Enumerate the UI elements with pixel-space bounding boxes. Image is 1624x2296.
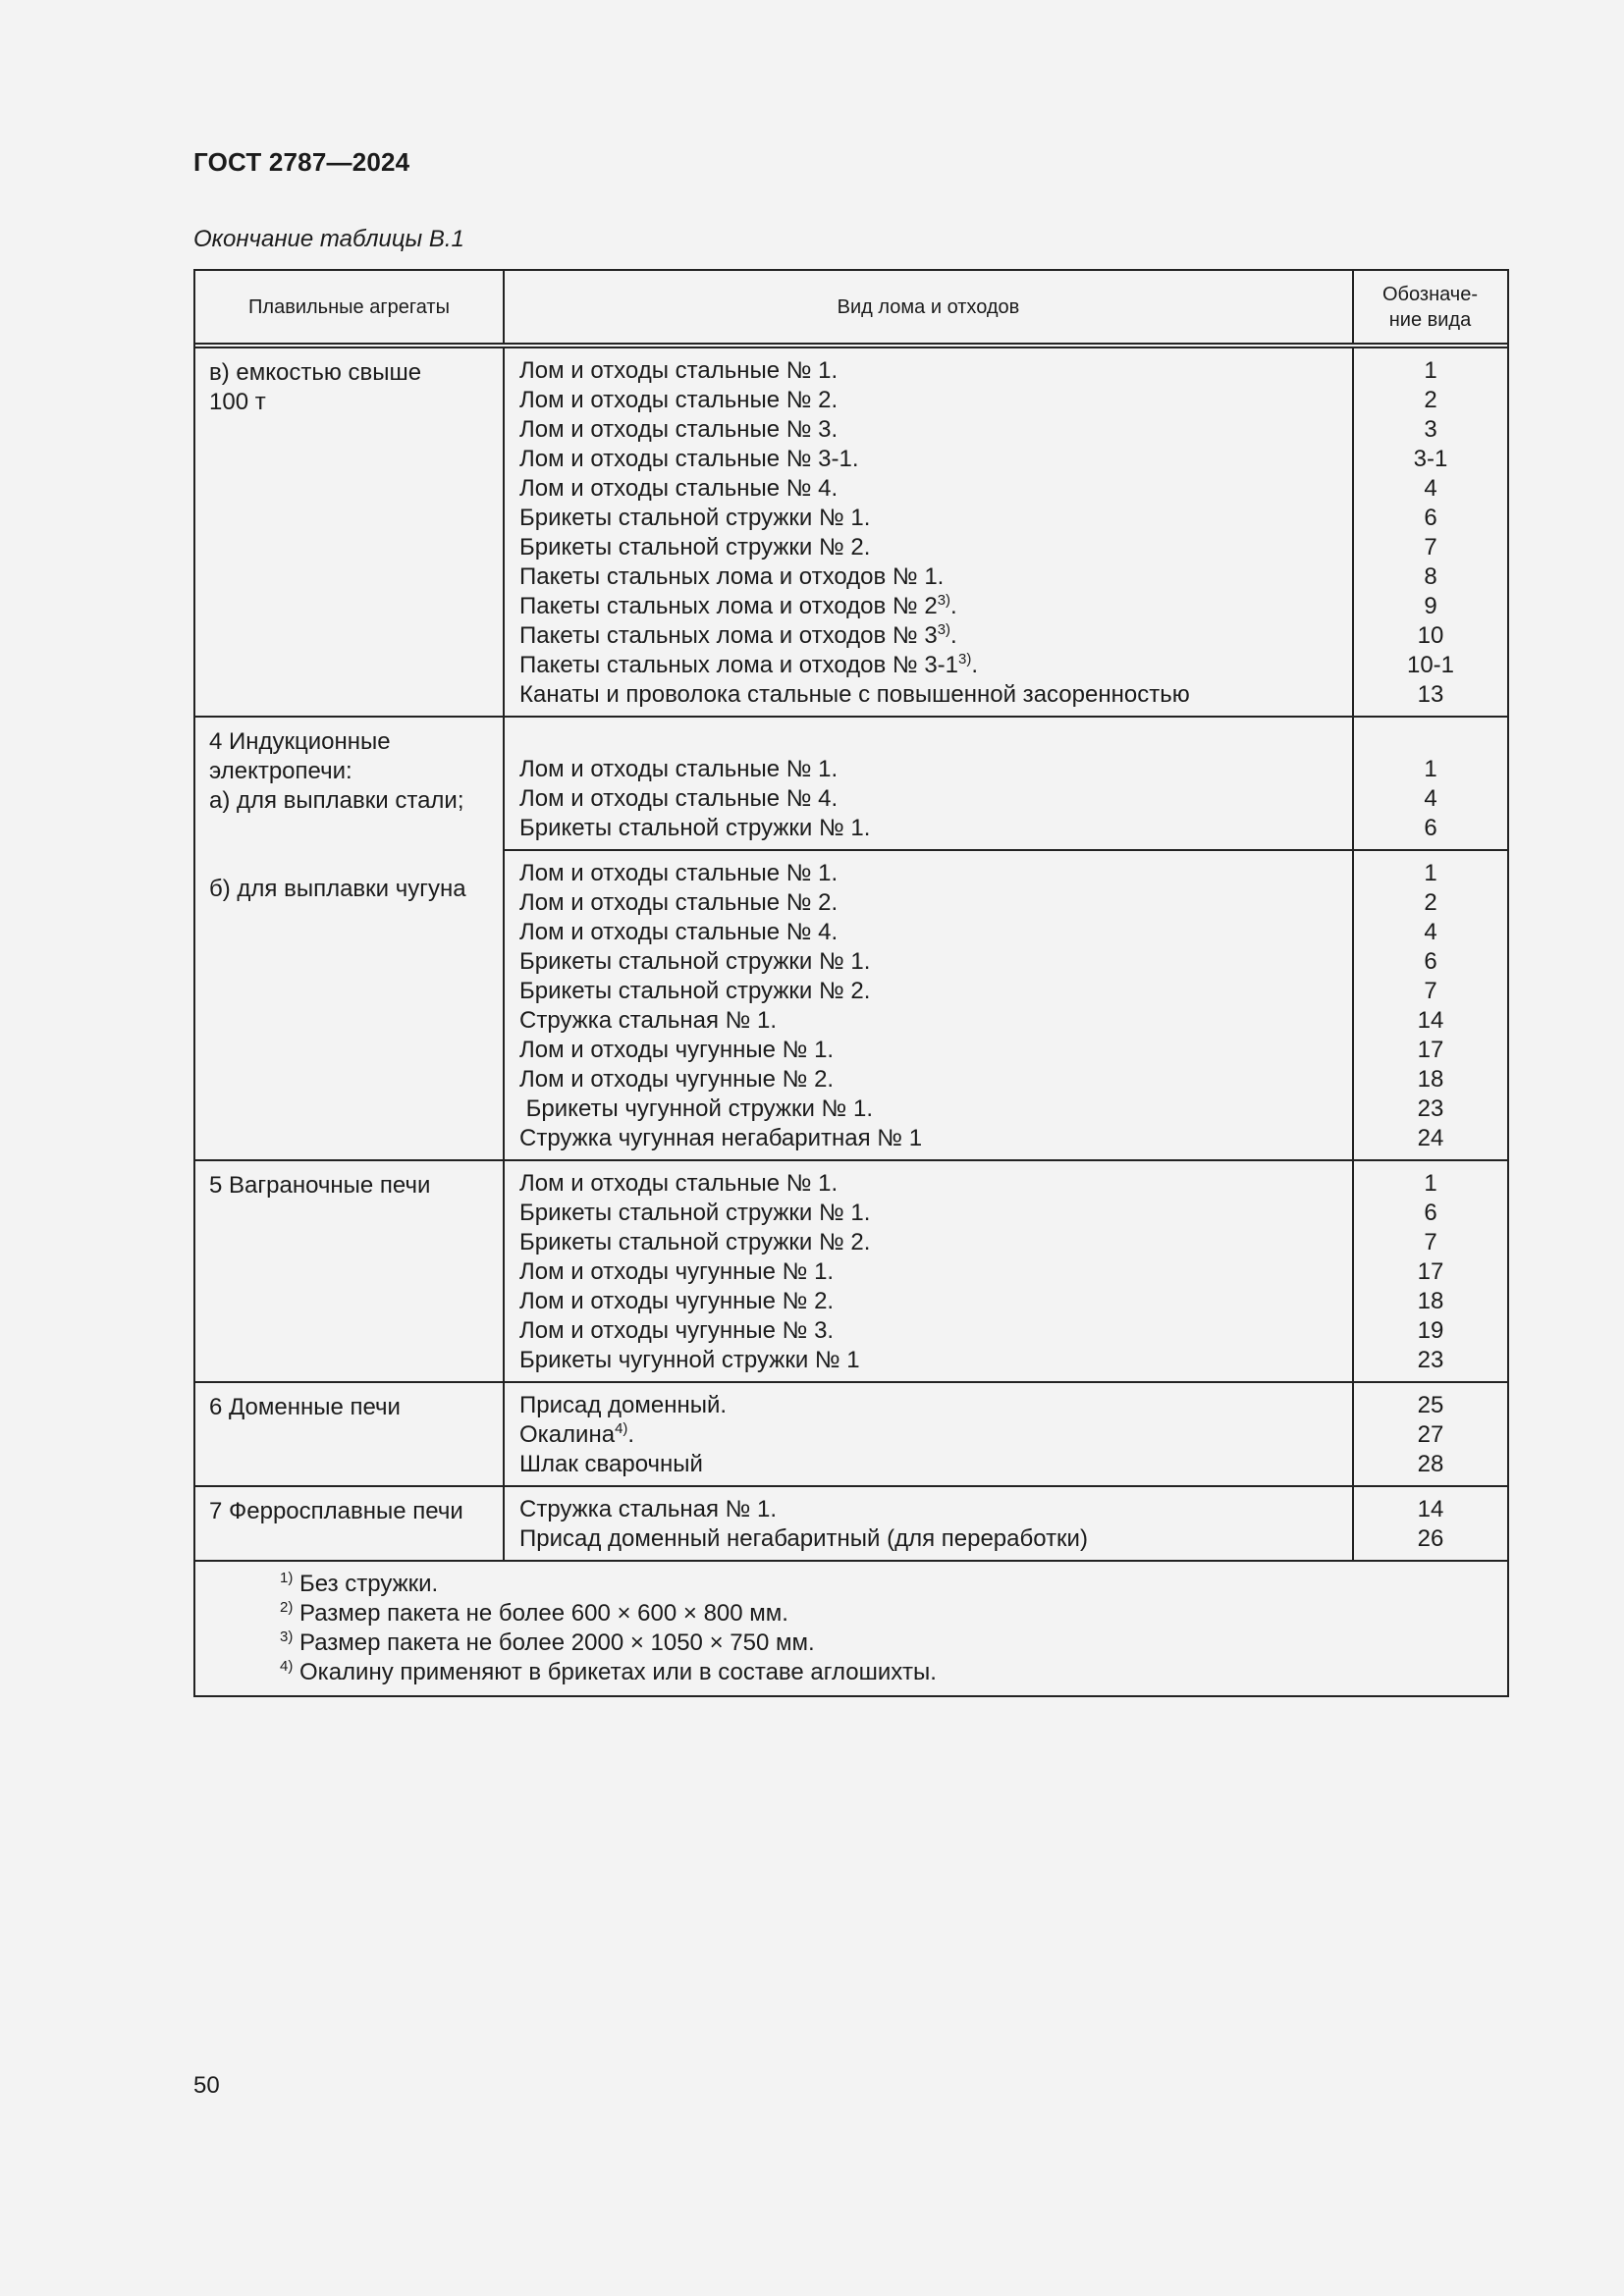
footnote-text: Размер пакета не более 600 × 600 × 800 мм. — [293, 1600, 788, 1627]
scrap-type-label: Лом и отходы стальные № 1. — [519, 756, 839, 782]
melting-unit-cell — [195, 1383, 505, 1485]
scrap-type-label: Лом и отходы стальные № 4. — [519, 785, 839, 812]
scrap-subgroup — [505, 348, 1507, 716]
melting-unit-line: 5 Ваграночные печи — [209, 1172, 431, 1199]
scrap-type-text — [519, 1420, 1337, 1450]
melting-unit-line: а) для выплавки стали; — [209, 787, 464, 814]
type-code-cell — [1354, 1487, 1507, 1560]
scrap-type-label: Брикеты стальной стружки № 1. — [519, 505, 871, 531]
scrap-type-text — [519, 415, 1337, 445]
type-code: 2 — [1424, 889, 1437, 916]
scrap-type-label: Стружка стальная № 1. — [519, 1496, 778, 1522]
scrap-type-text — [519, 1450, 1337, 1479]
scrap-type-tail: . — [627, 1421, 635, 1448]
footnote-ref: 3) — [937, 621, 951, 638]
scrap-type-cell — [505, 1161, 1354, 1381]
scrap-type-label: Лом и отходы стальные № 1. — [519, 1170, 839, 1197]
table-caption: Окончание таблицы В.1 — [193, 226, 464, 252]
scrap-type-text — [519, 1228, 1337, 1257]
melting-unit-line: 7 Ферросплавные печи — [209, 1498, 463, 1524]
scrap-type-label: Пакеты стальных лома и отходов № 2 — [519, 593, 938, 619]
scrap-type-label: Лом и отходы чугунные № 1. — [519, 1037, 835, 1063]
scrap-type-text — [519, 977, 1337, 1006]
type-code: 4 — [1424, 475, 1437, 502]
scrap-type-text — [519, 1391, 1337, 1420]
type-code: 6 — [1424, 1200, 1437, 1226]
scrap-type-label: Брикеты стальной стружки № 1. — [519, 1200, 871, 1226]
scrap-types-table — [193, 269, 1509, 1697]
type-code: 6 — [1424, 815, 1437, 841]
type-code: 1 — [1424, 357, 1437, 384]
type-code: 9 — [1424, 593, 1437, 619]
type-code-cell — [1354, 1383, 1507, 1485]
scrap-subgroup — [505, 1487, 1507, 1560]
scrap-type-text — [519, 533, 1337, 562]
scrap-type-label: Пакеты стальных лома и отходов № 1. — [519, 563, 945, 590]
scrap-type-text — [519, 621, 1337, 651]
scrap-type-text — [519, 1316, 1337, 1346]
page-number: 50 — [193, 2072, 220, 2099]
scrap-subgroup — [505, 1161, 1507, 1381]
scrap-type-label: Лом и отходы стальные № 3-1. — [519, 446, 859, 472]
type-code-cell — [1354, 851, 1507, 1159]
scrap-type-label: Шлак сварочный — [519, 1451, 703, 1477]
type-code: 17 — [1417, 1258, 1444, 1285]
scrap-type-cell — [505, 851, 1354, 1159]
scrap-type-text — [519, 755, 1337, 784]
scrap-type-text — [519, 918, 1337, 947]
footnote-text: Без стружки. — [293, 1571, 439, 1597]
scrap-type-label: Пакеты стальных лома и отходов № 3-1 — [519, 652, 959, 678]
scrap-type-text — [519, 814, 1337, 843]
scrap-type-text — [519, 474, 1337, 504]
table-group-row — [195, 1161, 1507, 1383]
scrap-type-text — [519, 1199, 1337, 1228]
scrap-type-text — [519, 1257, 1337, 1287]
scrap-type-label: Лом и отходы чугунные № 3. — [519, 1317, 835, 1344]
scrap-type-tail: . — [950, 593, 957, 619]
scrap-type-text — [519, 859, 1337, 888]
header-scrap-type: Вид лома и отходов — [505, 271, 1354, 343]
scrap-type-text — [519, 504, 1337, 533]
melting-unit-line: 4 Индукционные — [209, 728, 391, 755]
melting-unit-line — [209, 816, 489, 845]
footnote-mark: 3) — [280, 1629, 294, 1645]
scrap-type-text — [519, 1124, 1337, 1153]
scrap-type-label: Лом и отходы стальные № 4. — [519, 475, 839, 502]
scrap-type-text — [519, 1495, 1337, 1524]
scrap-type-text — [519, 356, 1337, 386]
scrap-type-text — [519, 592, 1337, 621]
scrap-type-text — [519, 1006, 1337, 1036]
table-body — [195, 348, 1507, 1562]
footnote-mark: 1) — [280, 1570, 294, 1586]
type-code: 27 — [1417, 1421, 1444, 1448]
melting-unit-line: б) для выплавки чугуна — [209, 876, 466, 902]
type-code: 14 — [1417, 1007, 1444, 1034]
melting-unit-cell — [195, 348, 505, 716]
type-code: 23 — [1417, 1095, 1444, 1122]
table-header-row — [195, 271, 1507, 348]
type-code: 1 — [1424, 756, 1437, 782]
scrap-type-label: Брикеты чугунной стружки № 1. — [519, 1095, 873, 1122]
table-footnotes — [195, 1562, 1507, 1695]
scrap-type-cell — [505, 1487, 1354, 1560]
scrap-type-cell — [505, 348, 1354, 716]
type-code: 28 — [1417, 1451, 1444, 1477]
scrap-type-label: Лом и отходы стальные № 2. — [519, 889, 839, 916]
footnote-text: Окалину применяют в брикетах или в составе аглошихты. — [293, 1659, 937, 1685]
scrap-type-tail: . — [950, 622, 957, 649]
scrap-type-label: Брикеты стальной стружки № 2. — [519, 534, 871, 561]
scrap-subgroup — [505, 849, 1507, 1159]
type-code: 4 — [1424, 919, 1437, 945]
type-code: 17 — [1417, 1037, 1444, 1063]
scrap-type-text — [519, 947, 1337, 977]
scrap-type-label: Лом и отходы стальные № 1. — [519, 860, 839, 886]
scrap-type-label: Лом и отходы стальные № 4. — [519, 919, 839, 945]
type-code-cell — [1354, 348, 1507, 716]
scrap-type-label: Лом и отходы чугунные № 2. — [519, 1288, 835, 1314]
scrap-type-tail: . — [971, 652, 979, 678]
type-code: 7 — [1424, 1229, 1437, 1255]
type-code: 18 — [1417, 1288, 1444, 1314]
scrap-type-label: Канаты и проволока стальные с повышенной засоренностью — [519, 681, 1190, 708]
type-code: 13 — [1417, 681, 1444, 708]
type-code: 3 — [1424, 416, 1437, 443]
type-code: 7 — [1424, 978, 1437, 1004]
scrap-type-text — [519, 1169, 1337, 1199]
melting-unit-line: электропечи: — [209, 758, 352, 784]
scrap-type-label: Брикеты чугунной стружки № 1 — [519, 1347, 860, 1373]
scrap-type-text — [519, 784, 1337, 814]
type-code: 1 — [1424, 1170, 1437, 1197]
melting-unit-line: в) емкостью свыше — [209, 359, 422, 386]
scrap-type-label: Лом и отходы стальные № 2. — [519, 387, 839, 413]
type-code: 8 — [1424, 563, 1437, 590]
table-group-row — [195, 1383, 1507, 1487]
scrap-type-label: Брикеты стальной стружки № 1. — [519, 948, 871, 975]
scrap-type-text — [519, 386, 1337, 415]
footnote-ref: 3) — [937, 592, 951, 609]
type-code: 4 — [1424, 785, 1437, 812]
footnote-text: Размер пакета не более 2000 × 1050 × 750 мм. — [293, 1629, 815, 1656]
scrap-type-label: Брикеты стальной стружки № 2. — [519, 978, 871, 1004]
scrap-type-cell — [505, 1383, 1354, 1485]
scrap-type-label: Лом и отходы стальные № 1. — [519, 357, 839, 384]
scrap-type-label: Стружка стальная № 1. — [519, 1007, 778, 1034]
scrap-type-text — [519, 445, 1337, 474]
melting-unit-line: 100 т — [209, 389, 266, 415]
scrap-type-label: Лом и отходы стальные № 3. — [519, 416, 839, 443]
type-code: 24 — [1417, 1125, 1444, 1151]
type-code: 1 — [1424, 860, 1437, 886]
scrap-type-text — [519, 1287, 1337, 1316]
scrap-type-text — [519, 888, 1337, 918]
scrap-type-label: Присад доменный. — [519, 1392, 728, 1418]
type-code: 10 — [1417, 622, 1444, 649]
type-code: 6 — [1424, 948, 1437, 975]
scrap-type-text — [519, 680, 1337, 710]
melting-unit-cell — [195, 718, 505, 1159]
scrap-type-label: Пакеты стальных лома и отходов № 3 — [519, 622, 938, 649]
melting-unit-cell — [195, 1161, 505, 1381]
type-code: 3-1 — [1413, 446, 1448, 472]
scrap-type-label: Присад доменный негабаритный (для переработки) — [519, 1525, 1088, 1552]
melting-unit-cell — [195, 1487, 505, 1560]
type-code: 18 — [1417, 1066, 1444, 1093]
table-group-row — [195, 348, 1507, 718]
type-code: 23 — [1417, 1347, 1444, 1373]
type-code: 10-1 — [1406, 652, 1455, 678]
scrap-type-label: Брикеты стальной стружки № 2. — [519, 1229, 871, 1255]
header-type-code: Обозначе- ние вида — [1381, 283, 1478, 331]
document-header: ГОСТ 2787—2024 — [193, 147, 410, 177]
scrap-type-cell — [505, 718, 1354, 849]
scrap-subgroup — [505, 718, 1507, 849]
footnote-ref: 4) — [615, 1420, 628, 1437]
type-code-cell — [1354, 1161, 1507, 1381]
melting-unit-line — [209, 845, 489, 875]
type-code: 2 — [1424, 387, 1437, 413]
footnote-line — [280, 1629, 1507, 1658]
header-melting-units: Плавильные агрегаты — [195, 271, 505, 343]
footnote-line — [280, 1570, 1507, 1599]
melting-unit-line: 6 Доменные печи — [209, 1394, 401, 1420]
scrap-type-text — [519, 1346, 1337, 1375]
type-code-cell — [1354, 718, 1507, 849]
scrap-type-text — [519, 1524, 1337, 1554]
type-code: 7 — [1424, 534, 1437, 561]
footnote-mark: 4) — [280, 1658, 294, 1675]
type-code: 25 — [1417, 1392, 1444, 1418]
scrap-type-text — [519, 1065, 1337, 1095]
table-group-row — [195, 718, 1507, 1161]
scrap-type-text — [519, 1036, 1337, 1065]
scrap-type-text — [519, 1095, 1337, 1124]
scrap-type-label: Окалина — [519, 1421, 616, 1448]
scrap-type-label: Стружка чугунная негабаритная № 1 — [519, 1125, 923, 1151]
footnote-ref: 3) — [958, 651, 972, 667]
footnote-mark: 2) — [280, 1599, 294, 1616]
footnote-line — [280, 1599, 1507, 1629]
scrap-type-label: Брикеты стальной стружки № 1. — [519, 815, 871, 841]
table-group-row — [195, 1487, 1507, 1562]
type-code: 19 — [1417, 1317, 1444, 1344]
type-code: 26 — [1417, 1525, 1444, 1552]
scrap-type-text — [519, 651, 1337, 680]
scrap-subgroup — [505, 1383, 1507, 1485]
type-code: 14 — [1417, 1496, 1444, 1522]
scrap-type-label: Лом и отходы чугунные № 2. — [519, 1066, 835, 1093]
footnote-line — [280, 1658, 1507, 1687]
scrap-type-text — [519, 562, 1337, 592]
scrap-type-label: Лом и отходы чугунные № 1. — [519, 1258, 835, 1285]
type-code: 6 — [1424, 505, 1437, 531]
